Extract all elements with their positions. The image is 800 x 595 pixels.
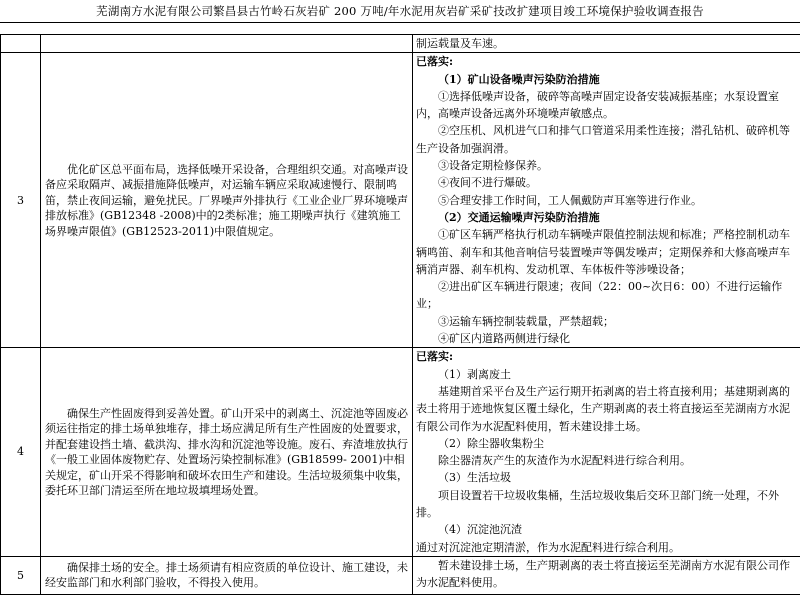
subheading: （2）交通运输噪声污染防治措施 — [416, 209, 797, 226]
row-number: 3 — [1, 53, 41, 348]
requirement-cell: 优化矿区总平面布局，选择低噪开采设备，合理组织交通。对高噪声设备应采取隔声、减振措施降低噪声，对运输车辆应采取减速慢行、限制鸣笛，禁止夜间运输，避免扰民。厂界噪声外排执行《工业企业厂界环境噪声排放标准》(GB12348 -2008)中的2类标准；施工期噪声执行《建筑施工场界噪声限值》(GB12523-2011)中限值规定。 — [41, 53, 413, 348]
status-label: 已落实: — [416, 53, 797, 70]
impl-line: ④夜间不进行爆破。 — [416, 174, 797, 191]
measures-table — [0, 34, 800, 595]
impl-line: 暂未建设排土场，生产期剥离的表土将直接运至芜湖南方水泥有限公司作为水泥配料使用。 — [416, 557, 797, 592]
row-number: 5 — [1, 556, 41, 594]
requirement-cell: 确保排土场的安全。排土场须请有相应资质的单位设计、施工建设，未经安监部门和水利部门验收，不得投入使用。 — [41, 556, 413, 594]
implementation-cell — [413, 556, 800, 594]
impl-line: 制运载量及车速。 — [416, 35, 797, 52]
impl-line: ②进出矿区车辆进行限速；夜间（22：00~次日6：00）不进行运输作业； — [416, 278, 797, 313]
impl-line: ⑤合理安排工作时间，工人佩戴防声耳塞等进行作业。 — [416, 192, 797, 209]
subheading: （1）剥离废土 — [416, 366, 797, 383]
implementation-cell — [413, 348, 800, 557]
report-title: 芜湖南方水泥有限公司繁昌县古竹岭石灰岩矿 200 万吨/年水泥用灰岩矿采矿技改扩建项目竣工环境保护验收调查报告 — [96, 4, 704, 18]
impl-line: 项目设置若干垃圾收集桶，生活垃圾收集后交环卫部门统一处理，不外排。 — [416, 487, 797, 522]
impl-line: ①选择低噪声设备，破碎等高噪声固定设备安装减振基座；水泵设置室内，高噪声设备远离外环境噪声敏感点。 — [416, 88, 797, 123]
impl-line: ③运输车辆控制装载量，严禁超载； — [416, 313, 797, 330]
requirement-cell: 确保生产性固废得到妥善处置。矿山开采中的剥离土、沉淀池等固废必须运往指定的排土场单独堆存，排土场应满足所有生产性固废的处置要求，并配套建设挡土墙、截洪沟、排水沟和沉淀池等设施。废石、弃渣堆放执行《一般工业固体废物贮存、处置场污染控制标准》(GB18599- 2001)中相关规定，矿山开采不得影响和破坏农田生产和建设。生活垃圾须集中收集，委托环卫部门清运至所在地垃圾填埋场处置。 — [41, 348, 413, 557]
subheading: （1）矿山设备噪声污染防治措施 — [416, 71, 797, 88]
impl-line: ②空压机、风机进气口和排气口管道采用柔性连接；潜孔钻机、破碎机等生产设备加强润滑。 — [416, 122, 797, 157]
table-row — [1, 556, 800, 594]
impl-line: ④矿区内道路两侧进行绿化 — [416, 330, 797, 347]
table-row — [1, 348, 800, 557]
impl-line: 除尘器清灰产生的灰渣作为水泥配料进行综合利用。 — [416, 452, 797, 469]
report-header — [0, 0, 800, 23]
impl-line: 基建期首采平台及生产运行期开拓剥离的岩土将直接利用；基建期剥离的表土将用于迹地恢复区覆土绿化，生产期剥离的表土将直接运至芜湖南方水泥有限公司作为水泥配料使用，暂未建设排土场。 — [416, 383, 797, 435]
implementation-cell — [413, 53, 800, 348]
impl-line: 通过对沉淀池定期清淤，作为水泥配料进行综合利用。 — [416, 539, 797, 556]
row-number — [1, 35, 41, 53]
table-row — [1, 35, 800, 53]
table-row — [1, 53, 800, 348]
subheading: （2）除尘器收集粉尘 — [416, 435, 797, 452]
subheading: （4）沉淀池沉渣 — [416, 521, 797, 538]
impl-line: ①矿区车辆严格执行机动车辆噪声限值控制法规和标准；严格控制机动车辆鸣笛、刹车和其他音响信号装置噪声等偶发噪声；定期保养和大修高噪声车辆消声器、刹车机构、发动机罩、车体板件等涉噪设备； — [416, 226, 797, 278]
implementation-cell — [413, 35, 800, 53]
impl-line: ③设备定期检修保养。 — [416, 157, 797, 174]
status-label: 已落实: — [416, 348, 797, 365]
requirement-cell — [41, 35, 413, 53]
subheading: （3）生活垃圾 — [416, 469, 797, 486]
row-number: 4 — [1, 348, 41, 557]
